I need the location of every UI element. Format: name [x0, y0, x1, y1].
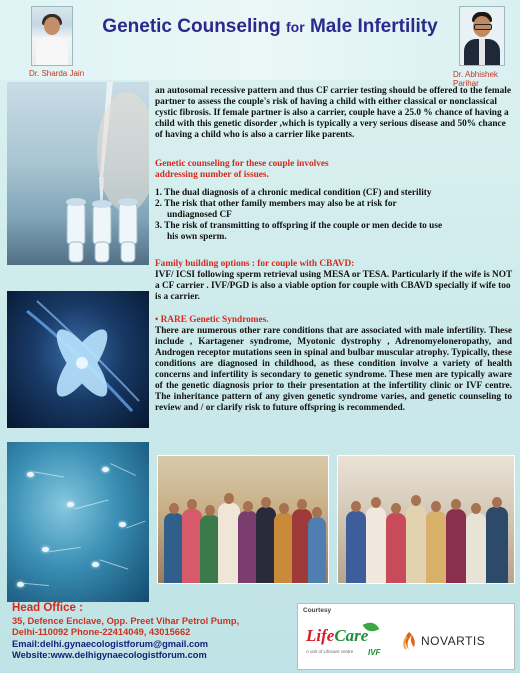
header-band	[0, 0, 520, 80]
lifecare-subtitle: A unit of Lifecare centre	[306, 649, 354, 654]
doctor-right-name: Dr. Abhishek Parihar	[453, 70, 498, 88]
couple-heading-line2: addressing number of issues.	[155, 170, 269, 180]
doctor-right-photo	[459, 6, 505, 66]
lifecare-logo: LifeCare	[306, 626, 369, 645]
pipette-test-tubes-image	[7, 82, 149, 265]
dna-chromosome-image	[7, 291, 149, 428]
novartis-logo: NOVARTIS	[421, 634, 486, 648]
courtesy-box	[297, 603, 515, 670]
issues-list	[155, 188, 495, 243]
title-part1: Genetic Counseling	[102, 16, 281, 37]
family-building-text: IVF/ ICSI following sperm retrieval using MESA or TESA. Particularly if the wife is NOT a CF carrier . IVF/PGD is also a viable option for couple with CBAVD specially if wife too is a carrier.	[155, 270, 512, 302]
doctor-left-name: Dr. Sharda Jain	[29, 69, 85, 78]
issue-2-line1: 2. The risk that other family members may also be at risk for	[155, 199, 397, 209]
address-line1: 35, Defence Enclave, Opp. Preet Vihar Petrol Pump,	[12, 615, 240, 626]
head-office-label: Head Office :	[12, 602, 83, 614]
doctor-left-photo	[31, 6, 73, 66]
novartis-flame-icon	[400, 631, 418, 651]
list-item	[155, 188, 495, 199]
sperm-cells-image	[7, 442, 149, 602]
title-for: for	[286, 19, 305, 35]
issue-2-line2: undiagnosed CF	[167, 210, 232, 220]
group-photo-right	[337, 455, 515, 584]
list-item	[155, 199, 495, 221]
page-title	[92, 16, 448, 38]
address-line2: Delhi-110092 Phone-22414049, 43015662	[12, 627, 191, 637]
rare-syndromes-section	[155, 315, 512, 414]
couple-issues-heading	[155, 159, 495, 181]
head-office-block	[12, 603, 239, 662]
group-photo-left	[157, 455, 329, 584]
email-text[interactable]: Email:delhi.gynaecologistforum@gmail.com	[12, 638, 209, 649]
issue-3-line1: 3. The risk of transmitting to offspring if the couple or men decide to use	[155, 221, 443, 231]
title-part2: Male Infertility	[309, 16, 438, 37]
rare-syndromes-heading: • RARE Genetic Syndromes.	[155, 315, 269, 325]
family-building-section	[155, 259, 512, 303]
issue-3-line2: his own sperm.	[167, 232, 227, 242]
list-item	[155, 221, 495, 243]
intro-paragraph: an autosomal recessive pattern and thus CF carrier testing should be offered to the female partner to assess the couple's risk of having a child with either classical or nonclassical cystic fibrosis. If female partner is also a carrier, couple have a 25.0 % chance of having a child with this genetic disorder ,which is typically a very serious disease and 50% chance of having a child who is also a carrier like parents.	[155, 86, 511, 140]
couple-heading-line1: Genetic counseling for these couple involves	[155, 159, 329, 169]
rare-syndromes-text: There are numerous other rare conditions that are associated with male infertility. These include , Kartagener syndrome, Myotonic dystrophy , Adrenomyeloneropathy, and Androgen receptor mutations seen in spinal and bulbar muscular atrophy. Typically, these conditions are diagnosed in childhood, as these condition involve a variety of health concerns and infertility is secondary to genetic syndrome. These men are typically aware of the genetic diagnosis prior to their presentation at the infertility clinic or IVF centre. The inheritance pattern of any given genetic syndrome varies, and genetic counseling to review and / or clarify risk to future offspring is recommended.	[155, 326, 512, 413]
issue-1-line1: 1. The dual diagnosis of a chronic medical condition (CF) and sterility	[155, 188, 432, 198]
family-building-heading: Family building options : for couple with CBAVD:	[155, 259, 355, 269]
website-text[interactable]: Website:www.delhigynaecologistforum.com	[12, 650, 207, 660]
courtesy-label: Courtesy	[303, 607, 332, 614]
lifecare-ivf: IVF	[368, 648, 381, 657]
